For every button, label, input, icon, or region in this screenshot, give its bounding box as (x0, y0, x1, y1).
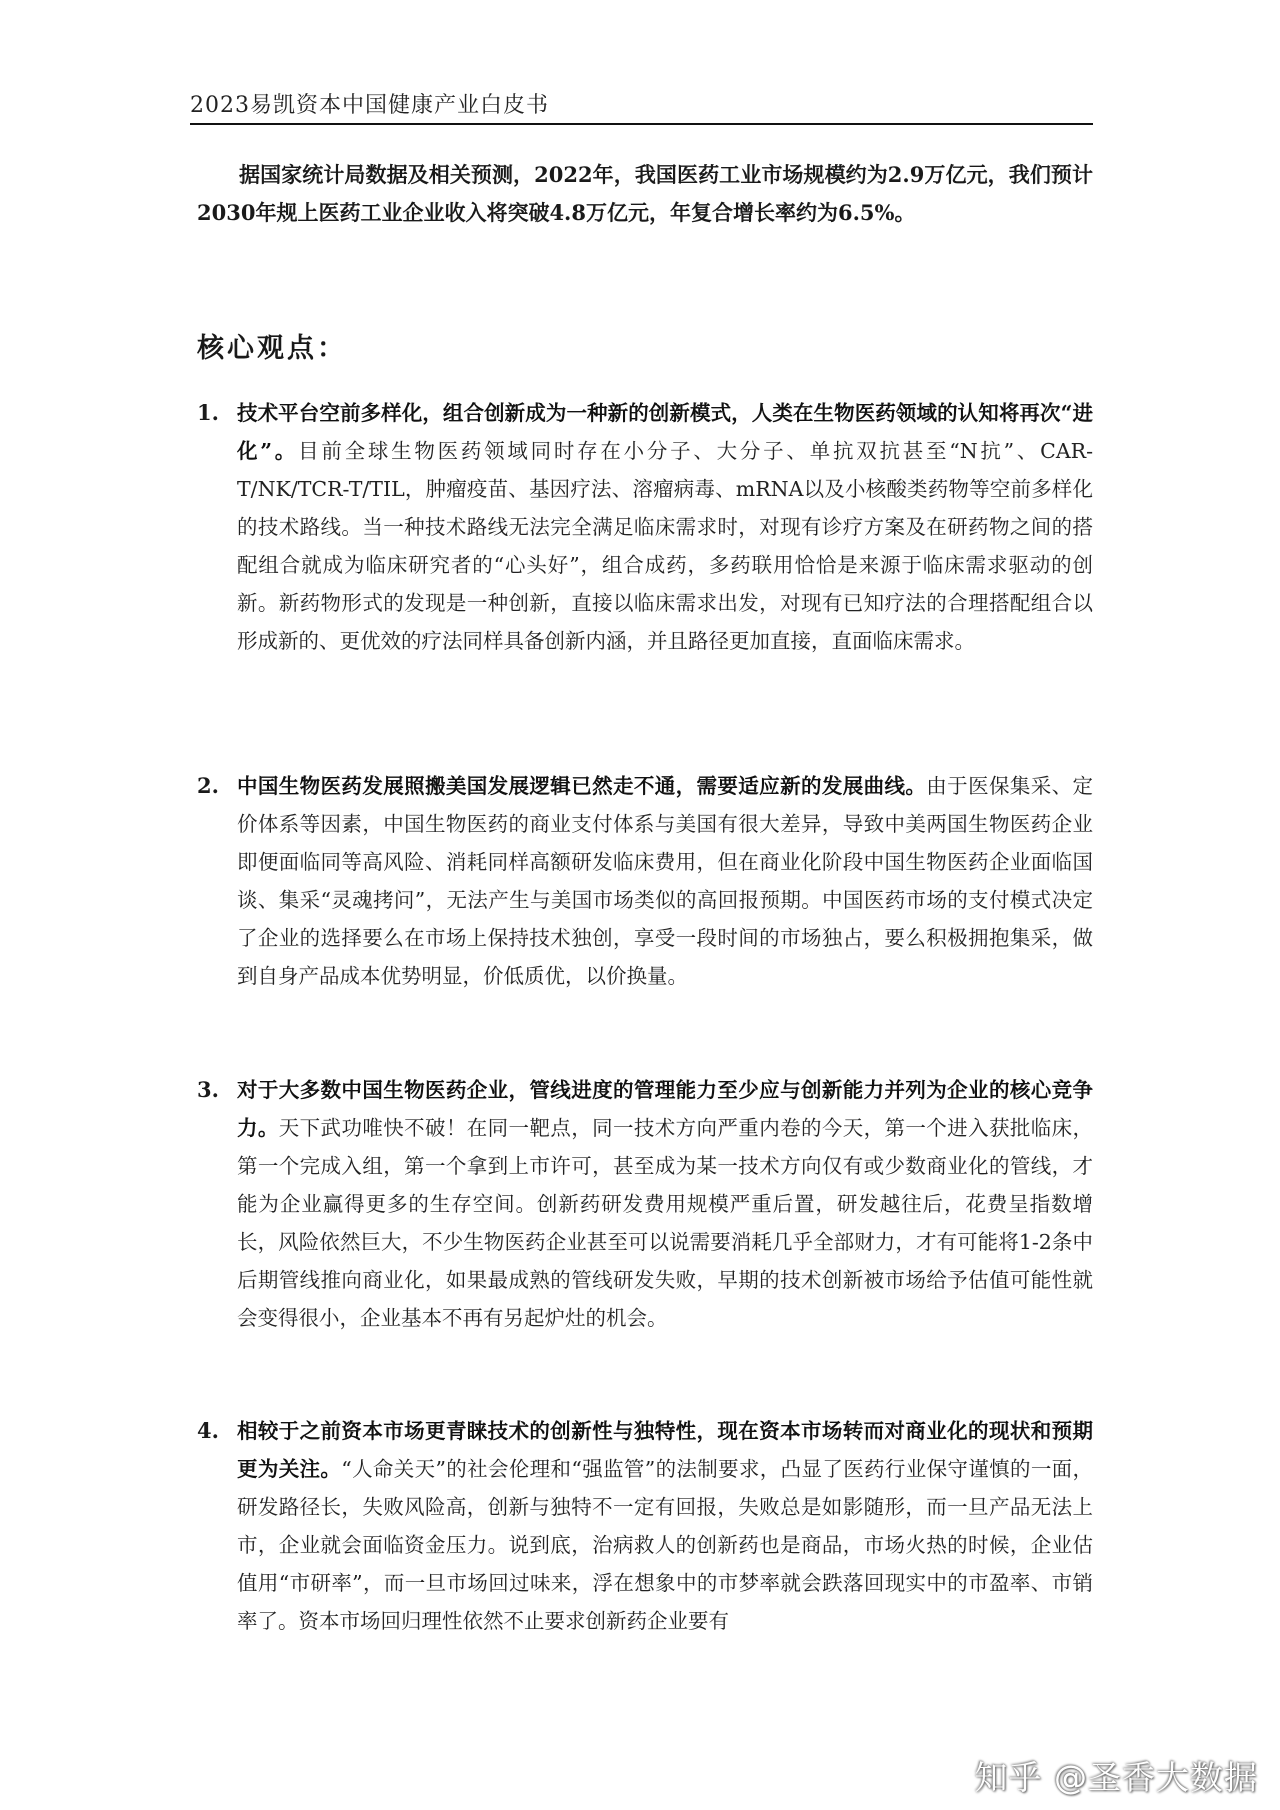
point-body (237, 394, 1093, 660)
header-divider (190, 123, 1093, 125)
key-point-3 (197, 1071, 1093, 1337)
intro-paragraph: 据国家统计局数据及相关预测，2022年，我国医药工业市场规模约为2.9万亿元，我们预计2030年规上医药工业企业收入将突破4.8万亿元，年复合增长率约为6.5%。 (197, 162, 1093, 225)
key-point-2 (197, 767, 1093, 995)
section-title: 核心观点： (197, 333, 347, 364)
point-detail: 天下武功唯快不破！在同一靶点，同一技术方向严重内卷的今天，第一个进入获批临床，第一个完成入组，第一个拿到上市许可，甚至成为某一技术方向仅有或少数商业化的管线，才能为企业赢得更多的生存空间。创新药研发费用规模严重后置，研发越往后，花费呈指数增长，风险依然巨大，不少生物医药企业甚至可以说需要消耗几乎全部财力，才有可能将1-2条中后期管线推向商业化，如果最成熟的管线研发失败，早期的技术创新被市场给予估值可能性就会变得很小，企业基本不再有另起炉灶的机会。 (237, 1116, 1094, 1330)
point-lead: 对于大多数中国生物医药企业，管线进度的管理能力至少应与创新能力并列为企业的核心竞争力。 (237, 1078, 1093, 1140)
point-number: 2. (197, 773, 219, 798)
document-header-title: 2023易凯资本中国健康产业白皮书 (190, 93, 549, 118)
point-number: 4. (197, 1418, 219, 1443)
point-body (237, 1412, 1093, 1640)
point-body (237, 1071, 1093, 1337)
point-detail: “人命关天”的社会伦理和“强监管”的法制要求，凸显了医药行业保守谨慎的一面，研发路径长，失败风险高，创新与独特不一定有回报，失败总是如影随形，而一旦产品无法上市，企业就会面临资金压力。说到底，治病救人的创新药也是商品，市场火热的时候，企业估值用“市研率”，而一旦市场回过味来，浮在想象中的市梦率就会跌落回现实中的市盈率、市销率了。资本市场回归理性依然不止要求创新药企业要有 (237, 1457, 1094, 1633)
point-lead: 中国生物医药发展照搬美国发展逻辑已然走不通，需要适应新的发展曲线。 (237, 774, 927, 798)
zhihu-watermark: 知乎 @圣香大数据 (974, 1758, 1258, 1797)
point-detail: 由于医保集采、定价体系等因素，中国生物医药的商业支付体系与美国有很大差异，导致中美两国生物医药企业即便面临同等高风险、消耗同样高额研发临床费用，但在商业化阶段中国生物医药企业面临国谈、集采“灵魂拷问”，无法产生与美国市场类似的高回报预期。中国医药市场的支付模式决定了企业的选择要么在市场上保持技术独创，享受一段时间的市场独占，要么积极拥抱集采，做到自身产品成本优势明显，价低质优，以价换量。 (237, 774, 1094, 988)
point-lead: 相较于之前资本市场更青睐技术的创新性与独特性，现在资本市场转而对商业化的现状和预期更为关注。 (237, 1419, 1093, 1481)
point-number: 3. (197, 1077, 219, 1102)
point-detail: 目前全球生物医药领域同时存在小分子、大分子、单抗双抗甚至“N抗”、CAR-T/NK/TCR-T/TIL，肿瘤疫苗、基因疗法、溶瘤病毒、mRNA以及小核酸类药物等空前多样化的技术路线。当一种技术路线无法完全满足临床需求时，对现有诊疗方案及在研药物之间的搭配组合就成为临床研究者的“心头好”，组合成药，多药联用恰恰是来源于临床需求驱动的创新。新药物形式的发现是一种创新，直接以临床需求出发，对现有已知疗法的合理搭配组合以形成新的、更优效的疗法同样具备创新内涵，并且路径更加直接，直面临床需求。 (237, 439, 1093, 653)
point-number: 1. (197, 400, 219, 425)
key-point-4 (197, 1412, 1093, 1640)
point-body (237, 767, 1093, 995)
key-point-1 (197, 394, 1093, 660)
point-lead: 技术平台空前多样化，组合创新成为一种新的创新模式，人类在生物医药领域的认知将再次“进化”。 (237, 401, 1093, 463)
